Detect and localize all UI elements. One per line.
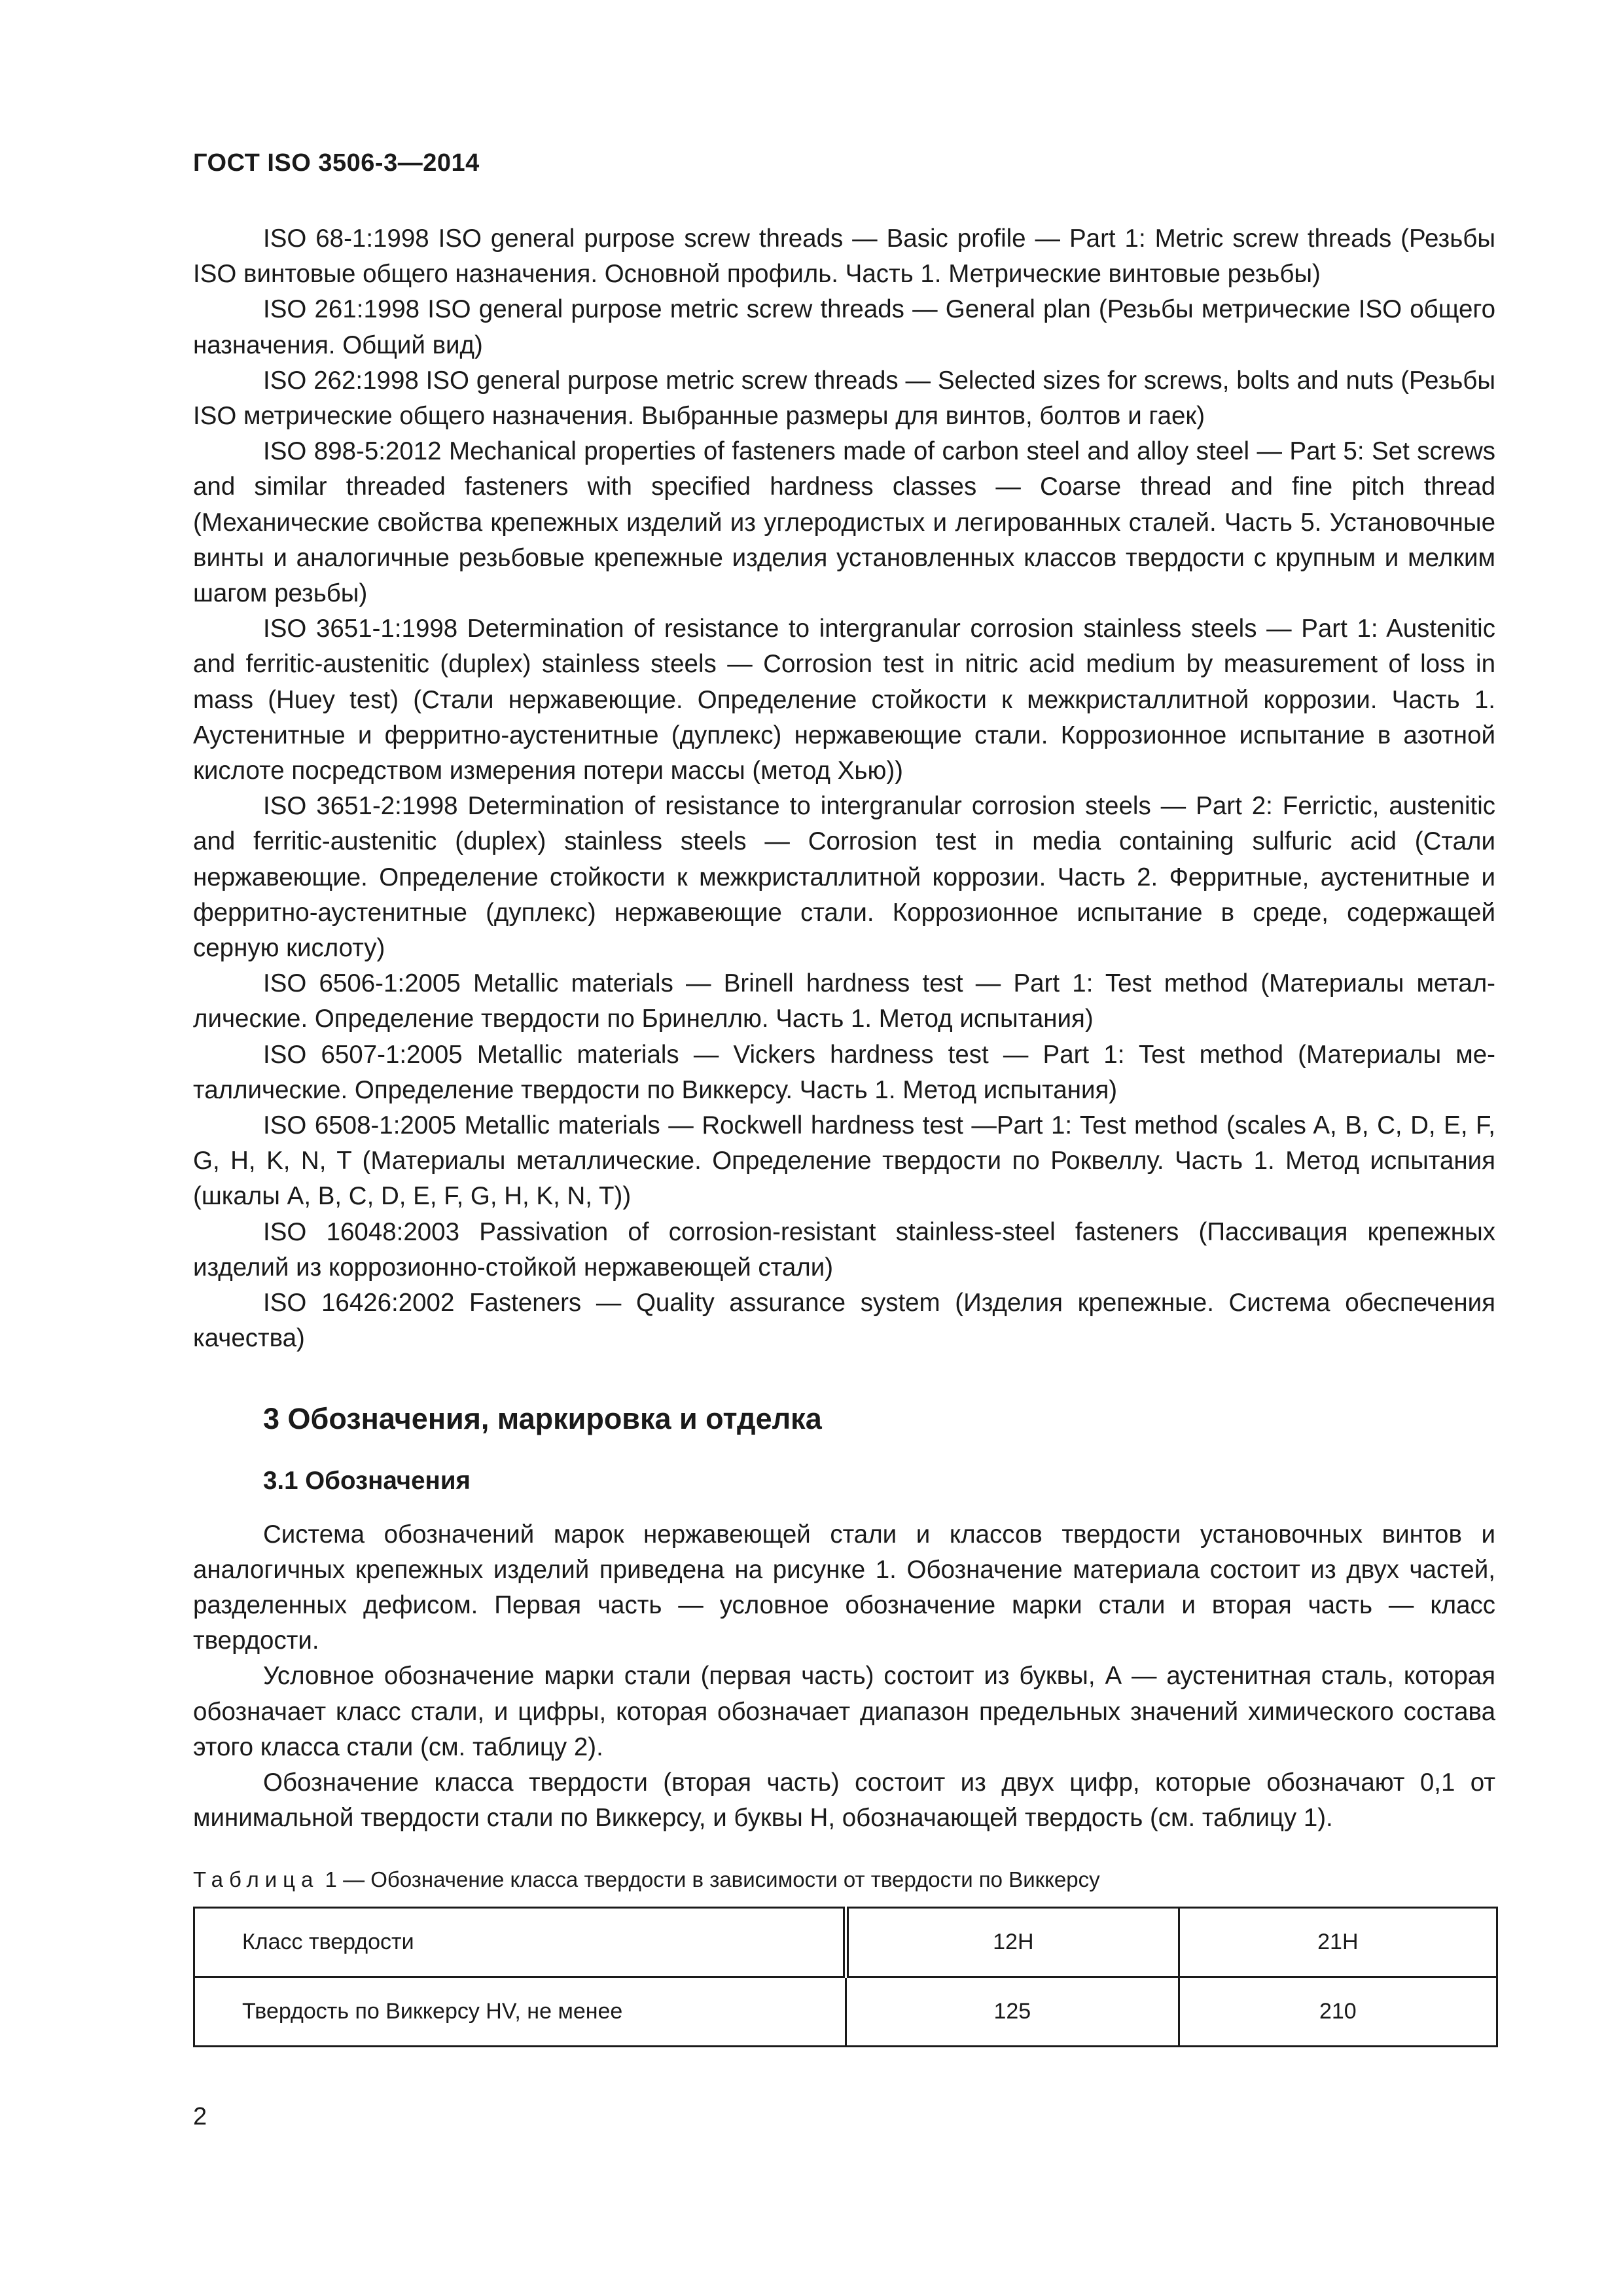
reference-item: ISO 3651-2:1998 Determination of resistance to intergranular corrosion steels — Part 2: Ferrictic, austenitic and ferritic-austenitic (duplex) stainless steels — Corrosion test in media containing sulfuric acid (Стали нержавеющие. Определение стойкости к межкристаллитной коррозии. Часть 2. Ферритные, аустенитные и ферритно-аустенитные (дуплекс) нержавеющие стали. Коррозионное испытание в среде, содержащей серную кислоту) xyxy=(193,792,1495,963)
reference-item: ISO 3651-1:1998 Determination of resistance to intergranular corrosion stainless steels — Part 1: Austenitic and ferritic-austenitic (duplex) stainless steels — Corrosion test in nitric acid medium by measurement of loss in mass (Huey test) (Стали нержавеющие. Определение стойкости к межкристаллитной коррозии. Часть 1. Аустенитные и ферритно-аустенитные (дуплекс) нержавеющие стали. Коррозионное испытание в азотной кислоте посредством измерения потери массы (метод Хью)) xyxy=(193,615,1495,785)
table-1-caption xyxy=(193,1865,1495,1895)
reference-item: ISO 6506-1:2005 Metallic materials — Brinell hardness test — Part 1: Test method (Материалы металлические. Определение твердости по Бринеллю. Часть 1. Метод испытания) xyxy=(193,969,1495,1033)
table-cell: 21H xyxy=(1179,1908,1497,1977)
subsection-3-1-heading: 3.1 Обозначения xyxy=(263,1466,471,1495)
table-cell: 125 xyxy=(846,1977,1179,2047)
reference-item: ISO 261:1998 ISO general purpose metric screw threads — General plan (Резьбы метрические ISO общего назначения. Общий вид) xyxy=(193,295,1495,359)
table-caption-text: 1 — Обозначение класса твердости в зависимости от твердости по Виккерсу xyxy=(319,1867,1100,1892)
reference-item: ISO 6507-1:2005 Metallic materials — Vickers hardness test — Part 1: Test method (Материалы металлические. Определение твердости по Виккерсу. Часть 1. Метод испытания) xyxy=(193,1040,1495,1104)
table-row-label: Класс твердости xyxy=(194,1908,846,1977)
table-row xyxy=(194,1977,1497,2047)
section-3-heading: 3 Обозначения, маркировка и отделка xyxy=(263,1401,822,1435)
reference-item: ISO 262:1998 ISO general purpose metric screw threads — Selected sizes for screws, bolts and nuts (Резьбы ISO метрические общего назначения. Выбранные размеры для винтов, болтов и гаек) xyxy=(193,366,1495,431)
hardness-class-table xyxy=(193,1907,1498,2047)
normative-references-list xyxy=(193,221,1495,1357)
reference-item: ISO 68-1:1998 ISO general purpose screw threads — Basic profile — Part 1: Metric screw threads (Резьбы ISO винтовые общего назначения. Основной профиль. Часть 1. Метрические винтовые резьбы) xyxy=(193,224,1495,289)
page-content xyxy=(193,221,1495,2047)
table-row xyxy=(194,1908,1497,1977)
table-cell: 12H xyxy=(846,1908,1179,1977)
page-number: 2 xyxy=(193,2103,207,2130)
document-header-code: ГОСТ ISO 3506-3—2014 xyxy=(193,149,480,177)
table-caption-label: Таблица xyxy=(193,1867,319,1892)
paragraph: Условное обозначение марки стали (первая часть) состоит из буквы, А — аустенитная сталь, которая обозначает класс стали, и цифры, которая обозначает диапазон предельных значений химического состава этого класса стали (см. таблицу 2). xyxy=(193,1662,1495,1761)
reference-item: ISO 6508-1:2005 Metallic materials — Rockwell hardness test —Part 1: Test method (scales A, B, C, D, E, F, G, H, K, N, T (Материалы металлические. Определение твердости по Роквеллу. Часть 1. Метод испытания (шкалы A, B, C, D, E, F, G, H, K, N, T)) xyxy=(193,1111,1495,1211)
table-cell: 210 xyxy=(1179,1977,1497,2047)
subsection-3-1-body xyxy=(193,1517,1495,1837)
paragraph: Обозначение класса твердости (вторая часть) состоит из двух цифр, которые обозначают 0,1 от минимальной твердости стали по Виккерсу, и буквы H, обозначающей твердость (см. таблицу 1). xyxy=(193,1768,1495,1833)
table-row-label: Твердость по Виккерсу HV, не менее xyxy=(194,1977,846,2047)
reference-item: ISO 16048:2003 Passivation of corrosion-resistant stainless-steel fasteners (Пассивация крепежных изделий из коррозионно-стойкой нержавеющей стали) xyxy=(193,1217,1495,1282)
reference-item: ISO 898-5:2012 Mechanical properties of fasteners made of carbon steel and alloy steel — Part 5: Set screws and similar threaded fasteners with specified hardness classes — Coarse thread and fine pitch thread (Механические свойства крепежных изделий из углеродистых и легированных сталей. Часть 5. Установочные винты и аналогичные резьбовые крепежные изделия установленных классов твердости с крупным и мелким шагом резьбы) xyxy=(193,437,1495,608)
reference-item: ISO 16426:2002 Fasteners — Quality assurance system (Изделия крепежные. Система обеспечения качества) xyxy=(193,1289,1495,1353)
paragraph: Система обозначений марок нержавеющей стали и классов твердости установочных винтов и аналогичных крепежных изделий приведена на рисунке 1. Обозначение материала состоит из двух частей, разделенных дефисом. Первая часть — условное обозначение марки стали и вторая часть — класс твердости. xyxy=(193,1520,1495,1655)
